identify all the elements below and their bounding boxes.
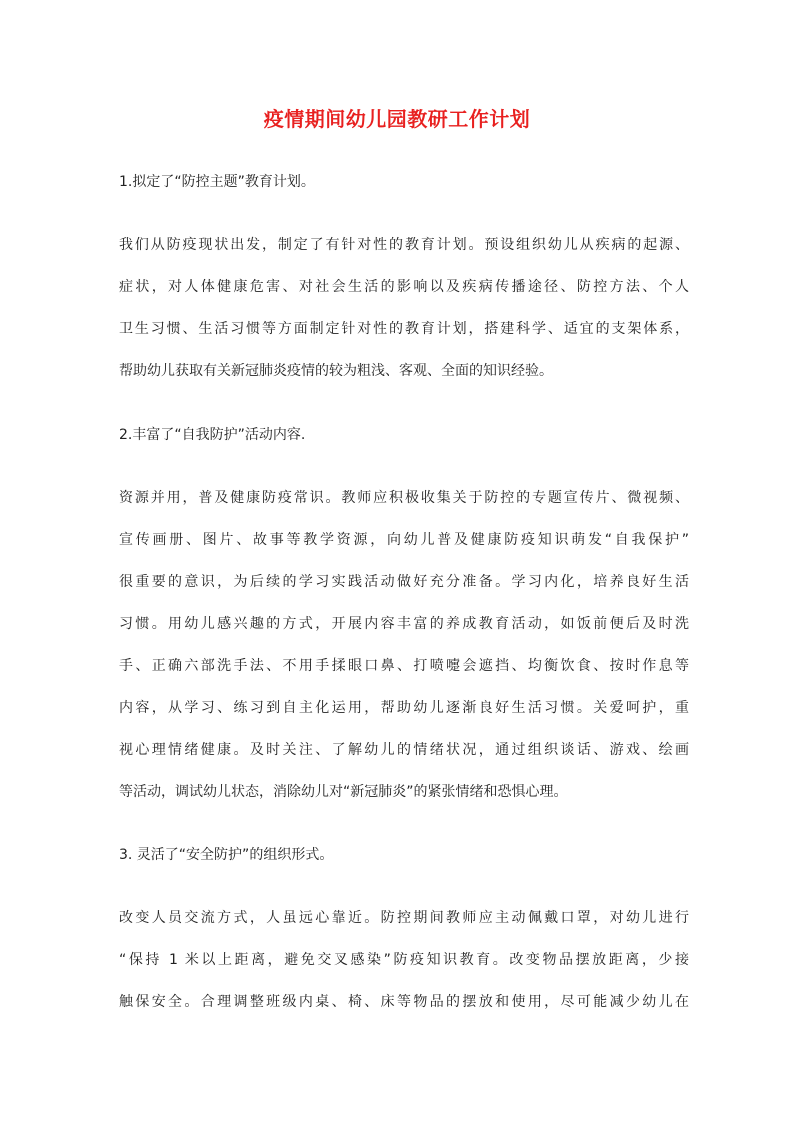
section-3-heading: 3. 灵活了“安全防护”的组织形式。 bbox=[119, 847, 334, 863]
section-3-line-2: “保持 1 米以上距离，避免交叉感染”防疫知识教育。改变物品摆放距离，少接 bbox=[119, 952, 689, 968]
section-1-line-3: 卫生习惯、生活习惯等方面制定针对性的教育计划，搭建科学、适宜的支架体系， bbox=[119, 321, 689, 337]
section-2-line-2: 宣传画册、图片、故事等教学资源，向幼儿普及健康防疫知识萌发“自我保护” bbox=[119, 532, 689, 548]
section-1-line-4: 帮助幼儿获取有关新冠肺炎疫情的较为粗浅、客观、全面的知识经验。 bbox=[119, 363, 553, 379]
section-3-line-1: 改变人员交流方式，人虽远心靠近。防控期间教师应主动佩戴口罩，对幼儿进行 bbox=[119, 910, 689, 926]
document-title: 疫情期间幼儿园教研工作计划 bbox=[263, 107, 531, 131]
section-2-line-3: 很重要的意识，为后续的学习实践活动做好充分准备。学习内化，培养良好生活 bbox=[119, 574, 689, 590]
section-1-line-1: 我们从防疫现状出发，制定了有针对性的教育计划。预设组织幼儿从疾病的起源、 bbox=[119, 237, 689, 253]
section-1-line-2: 症状，对人体健康危害、对社会生活的影响以及疾病传播途径、防控方法、个人 bbox=[119, 279, 689, 295]
section-1-heading: 1.拟定了“防控主题”教育计划。 bbox=[119, 174, 315, 190]
section-2-line-8: 等活动，调试幼儿状态，消除幼儿对“新冠肺炎”的紧张情绪和恐惧心理。 bbox=[119, 784, 568, 800]
section-2-line-5: 手、正确六部洗手法、不用手揉眼口鼻、打喷嚏会遮挡、均衡饮食、按时作息等 bbox=[119, 658, 689, 674]
section-2-line-4: 习惯。用幼儿感兴趣的方式，开展内容丰富的养成教育活动，如饭前便后及时洗 bbox=[119, 616, 689, 632]
section-2-heading: 2.丰富了“自我防护”活动内容. bbox=[119, 427, 306, 443]
section-2-line-7: 视心理情绪健康。及时关注、了解幼儿的情绪状况，通过组织谈话、游戏、绘画 bbox=[119, 742, 689, 758]
section-3-line-3: 触保安全。合理调整班级内桌、椅、床等物品的摆放和使用，尽可能减少幼儿在 bbox=[119, 994, 689, 1010]
section-2-line-6: 内容，从学习、练习到自主化运用，帮助幼儿逐渐良好生活习惯。关爱呵护，重 bbox=[119, 700, 689, 716]
section-2-line-1: 资源并用，普及健康防疫常识。教师应积极收集关于防控的专题宣传片、微视频、 bbox=[119, 490, 689, 506]
